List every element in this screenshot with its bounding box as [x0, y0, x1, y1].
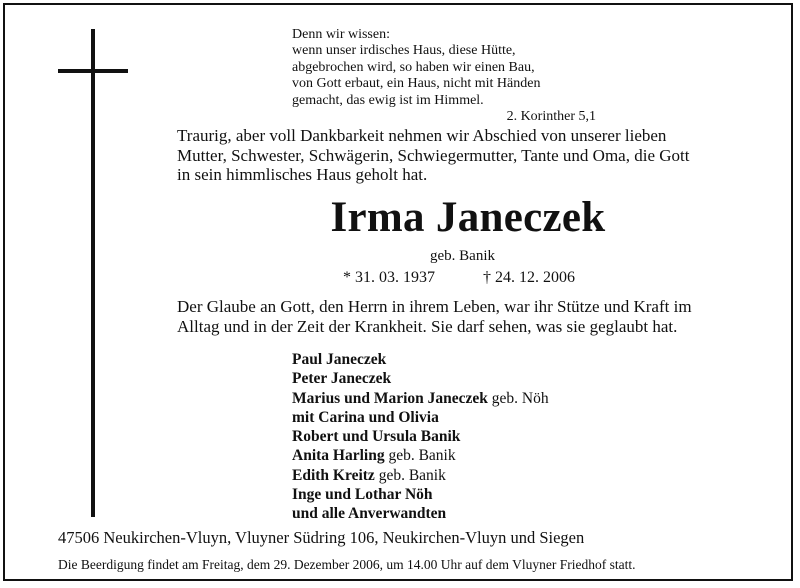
mourner-entry — [292, 504, 549, 523]
mourner-note: geb. Nöh — [487, 389, 549, 407]
mourner-note: geb. Banik — [374, 466, 446, 484]
mourner-name: Peter Janeczek — [292, 370, 392, 388]
mourner-name: Anita Harling — [292, 447, 385, 465]
mourner-entry — [292, 485, 549, 504]
bible-verse — [292, 27, 596, 124]
obituary-notice — [3, 3, 793, 581]
mourner-name: Edith Kreitz — [292, 466, 375, 484]
verse-reference: 2. Korinther 5,1 — [506, 109, 596, 124]
funeral-notice: Die Beerdigung findet am Freitag, dem 29. Dezember 2006, um 14.00 Uhr auf dem Vluyner Friedhof statt. — [58, 557, 636, 572]
mourner-entry — [292, 466, 549, 485]
faith-line: Der Glaube an Gott, den Herrn in ihrem Leben, war ihr Stütze und Kraft im — [177, 297, 692, 316]
verse-line: von Gott erbaut, ein Haus, nicht mit Händen — [292, 76, 541, 92]
verse-line: wenn unser irdisches Haus, diese Hütte, — [292, 43, 516, 59]
cross-horizontal-bar — [58, 69, 128, 73]
verse-line: abgebrochen wird, so haben wir einen Bau, — [292, 59, 535, 75]
faith-line: Alltag und in der Zeit der Krankheit. Sie darf sehen, was sie geglaubt hat. — [177, 317, 678, 336]
verse-line: Denn wir wissen: — [292, 27, 390, 42]
faith-text — [177, 297, 797, 337]
mourner-entry — [292, 427, 549, 446]
birth-date: * 31. 03. 1937 — [343, 269, 435, 286]
mourners-list — [292, 350, 549, 524]
mourner-entry — [292, 408, 549, 427]
birth-name: geb. Banik — [430, 248, 495, 264]
family-address: 47506 Neukirchen-Vluyn, Vluyner Südring 106, Neukirchen-Vluyn und Siegen — [58, 528, 585, 547]
mourner-entry — [292, 446, 549, 465]
mourner-name: Inge und Lothar Nöh — [292, 486, 433, 504]
mourner-entry — [292, 369, 549, 388]
mourner-note: geb. Banik — [384, 447, 456, 465]
mourner-name: Paul Janeczek — [292, 351, 387, 368]
mourner-entry — [292, 350, 549, 369]
mourner-name: mit Carina und Olivia — [292, 408, 439, 426]
life-dates — [343, 269, 575, 287]
death-date: † 24. 12. 2006 — [483, 269, 575, 286]
deceased-name: Irma Janeczek — [330, 194, 606, 241]
intro-line: in sein himmlisches Haus geholt hat. — [177, 165, 428, 184]
cross-vertical-bar — [91, 29, 95, 517]
intro-line: Mutter, Schwester, Schwägerin, Schwiegermutter, Tante und Oma, die Gott — [177, 145, 690, 165]
mourner-name: Marius und Marion Janeczek — [292, 389, 488, 407]
intro-line: Traurig, aber voll Dankbarkeit nehmen wir Abschied von unserer lieben — [177, 126, 667, 145]
mourner-entry — [292, 389, 549, 408]
mourner-name: und alle Anverwandten — [292, 505, 447, 523]
mourner-name: Robert und Ursula Banik — [292, 428, 461, 446]
verse-line: gemacht, das ewig ist im Himmel. — [292, 92, 484, 108]
intro-text — [177, 126, 797, 185]
